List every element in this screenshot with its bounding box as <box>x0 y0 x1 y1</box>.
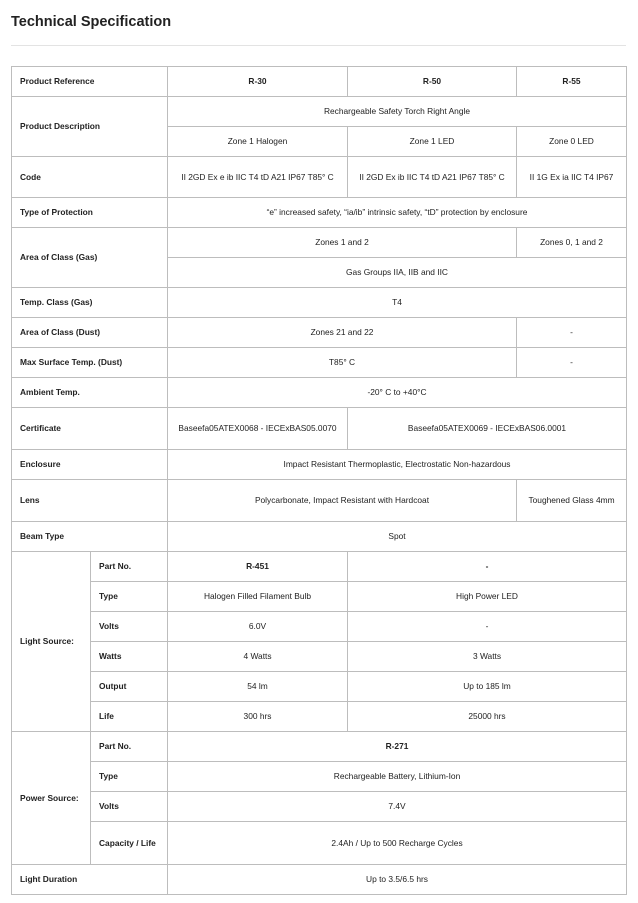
area-dust-value: Zones 21 and 22 <box>168 318 517 348</box>
row-power-type <box>12 762 627 792</box>
area-gas-zones-r55: Zones 0, 1 and 2 <box>517 228 627 258</box>
light-watts-led: 3 Watts <box>348 642 627 672</box>
row-light-duration <box>12 865 627 895</box>
row-product-reference <box>12 67 627 97</box>
label-product-description: Product Description <box>12 97 168 157</box>
area-gas-groups: Gas Groups IIA, IIB and IIC <box>168 258 627 288</box>
light-type-r30: Halogen Filled Filament Bulb <box>168 582 348 612</box>
label-beam-type: Beam Type <box>12 522 168 552</box>
description-r30: Zone 1 Halogen <box>168 127 348 157</box>
label-ambient-temp: Ambient Temp. <box>12 378 168 408</box>
power-capacity-value: 2.4Ah / Up to 500 Recharge Cycles <box>168 822 627 865</box>
max-surface-temp-value: T85° C <box>168 348 517 378</box>
label-enclosure: Enclosure <box>12 450 168 480</box>
row-light-life <box>12 702 627 732</box>
temp-class-gas-value: T4 <box>168 288 627 318</box>
light-type-led: High Power LED <box>348 582 627 612</box>
row-area-dust <box>12 318 627 348</box>
row-beam-type <box>12 522 627 552</box>
ref-r55: R-55 <box>517 67 627 97</box>
label-lens: Lens <box>12 480 168 522</box>
title-divider <box>11 45 626 46</box>
description-name: Rechargeable Safety Torch Right Angle <box>168 97 627 127</box>
row-light-volts <box>12 612 627 642</box>
max-surface-temp-r55: - <box>517 348 627 378</box>
label-area-gas: Area of Class (Gas) <box>12 228 168 288</box>
power-capacity-label: Capacity / Life <box>91 822 168 865</box>
code-r50: II 2GD Ex ib IIC T4 tD A21 IP67 T85° C <box>348 157 517 198</box>
ref-r50: R-50 <box>348 67 517 97</box>
power-part-no-value: R-271 <box>168 732 627 762</box>
row-temp-class-gas <box>12 288 627 318</box>
label-product-reference: Product Reference <box>12 67 168 97</box>
code-r30: II 2GD Ex e ib IIC T4 tD A21 IP67 T85° C <box>168 157 348 198</box>
row-code <box>12 157 627 198</box>
light-part-no-led: - <box>348 552 627 582</box>
light-life-led: 25000 hrs <box>348 702 627 732</box>
label-area-dust: Area of Class (Dust) <box>12 318 168 348</box>
beam-type-value: Spot <box>168 522 627 552</box>
power-volts-value: 7.4V <box>168 792 627 822</box>
label-code: Code <box>12 157 168 198</box>
row-power-volts <box>12 792 627 822</box>
certificate-r50-r55: Baseefa05ATEX0069 - IECExBAS06.0001 <box>348 408 627 450</box>
light-volts-led: - <box>348 612 627 642</box>
ambient-temp-value: -20° C to +40°C <box>168 378 627 408</box>
row-product-description <box>12 97 627 127</box>
light-type-label: Type <box>91 582 168 612</box>
row-ambient-temp <box>12 378 627 408</box>
lens-r55: Toughened Glass 4mm <box>517 480 627 522</box>
light-watts-r30: 4 Watts <box>168 642 348 672</box>
light-output-label: Output <box>91 672 168 702</box>
power-type-label: Type <box>91 762 168 792</box>
area-dust-r55: - <box>517 318 627 348</box>
light-life-r30: 300 hrs <box>168 702 348 732</box>
row-lens <box>12 480 627 522</box>
row-enclosure <box>12 450 627 480</box>
ref-r30: R-30 <box>168 67 348 97</box>
row-max-surface-temp <box>12 348 627 378</box>
description-r50: Zone 1 LED <box>348 127 517 157</box>
light-part-no-r30: R-451 <box>168 552 348 582</box>
light-output-led: Up to 185 lm <box>348 672 627 702</box>
spec-table <box>11 66 627 895</box>
label-max-surface-temp: Max Surface Temp. (Dust) <box>12 348 168 378</box>
row-power-capacity <box>12 822 627 865</box>
light-volts-label: Volts <box>91 612 168 642</box>
area-gas-zones-r30-r50: Zones 1 and 2 <box>168 228 517 258</box>
light-duration-value: Up to 3.5/6.5 hrs <box>168 865 627 895</box>
row-light-type <box>12 582 627 612</box>
label-light-source: Light Source: <box>12 552 91 732</box>
label-certificate: Certificate <box>12 408 168 450</box>
description-r55: Zone 0 LED <box>517 127 627 157</box>
light-watts-label: Watts <box>91 642 168 672</box>
lens-r30-r50: Polycarbonate, Impact Resistant with Hardcoat <box>168 480 517 522</box>
code-r55: II 1G Ex ia IIC T4 IP67 <box>517 157 627 198</box>
row-power-part-no <box>12 732 627 762</box>
row-area-gas-zones <box>12 228 627 258</box>
row-certificate <box>12 408 627 450</box>
light-volts-r30: 6.0V <box>168 612 348 642</box>
light-part-no-label: Part No. <box>91 552 168 582</box>
protection-value: “e” increased safety, “ia/ib” intrinsic safety, “tD” protection by enclosure <box>168 198 627 228</box>
enclosure-value: Impact Resistant Thermoplastic, Electrostatic Non-hazardous <box>168 450 627 480</box>
row-light-output <box>12 672 627 702</box>
label-temp-class-gas: Temp. Class (Gas) <box>12 288 168 318</box>
row-light-watts <box>12 642 627 672</box>
label-light-duration: Light Duration <box>12 865 168 895</box>
label-type-of-protection: Type of Protection <box>12 198 168 228</box>
light-life-label: Life <box>91 702 168 732</box>
page-title: Technical Specification <box>11 14 172 30</box>
row-light-part-no <box>12 552 627 582</box>
light-output-r30: 54 lm <box>168 672 348 702</box>
row-type-of-protection <box>12 198 627 228</box>
power-type-value: Rechargeable Battery, Lithium-Ion <box>168 762 627 792</box>
certificate-r30: Baseefa05ATEX0068 - IECExBAS05.0070 <box>168 408 348 450</box>
power-part-no-label: Part No. <box>91 732 168 762</box>
label-power-source: Power Source: <box>12 732 91 865</box>
power-volts-label: Volts <box>91 792 168 822</box>
